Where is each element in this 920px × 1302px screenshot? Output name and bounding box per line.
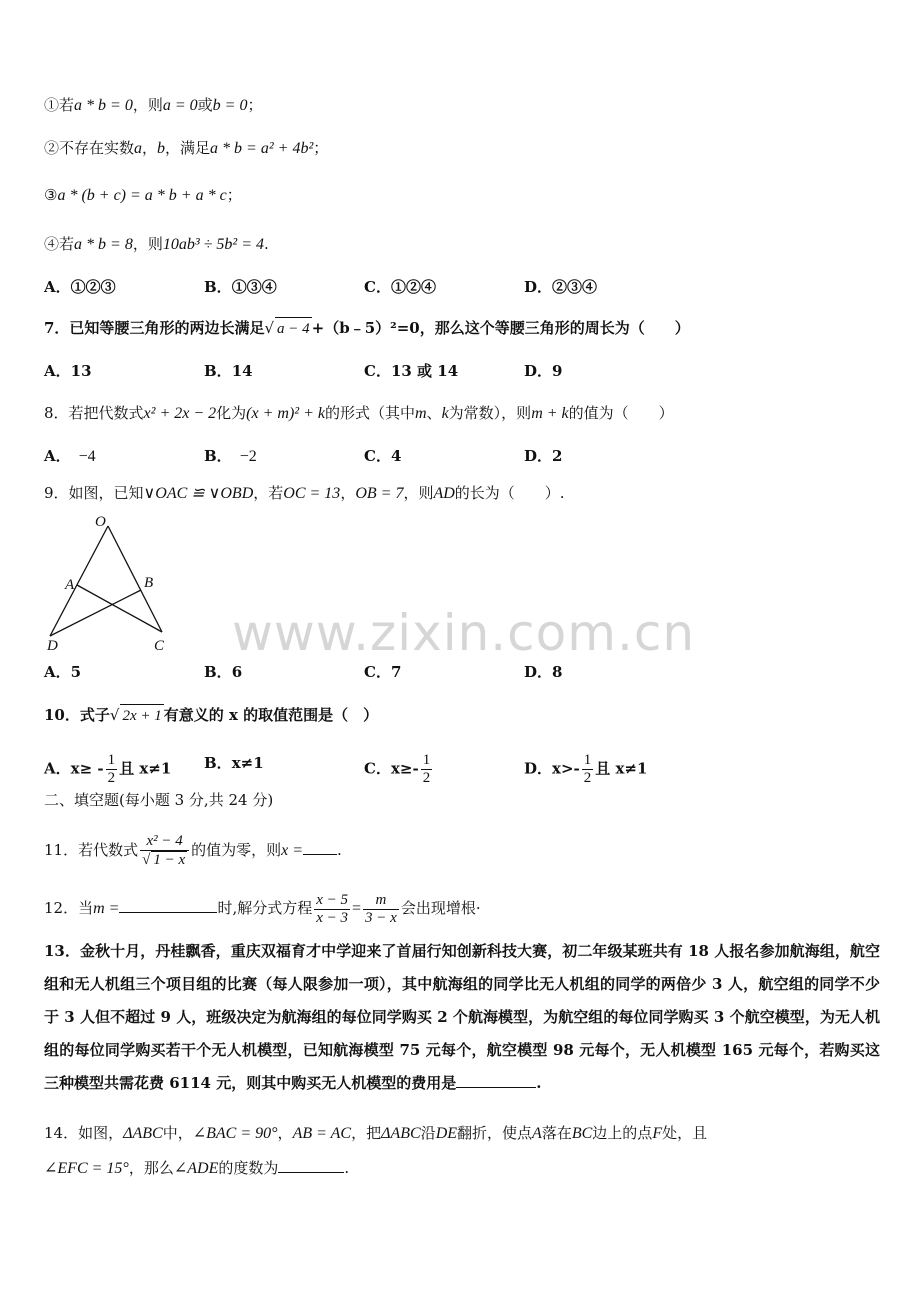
q13-text: 13．金秋十月，丹桂飘香，重庆双福育才中学迎来了首届行知创新科技大赛，初二年级某班共有 18 人报名参加航海组，航空组和无人机组三个项目组的比赛（每人限参加一项），其中航海组的同学比无人机组的同学的两倍少 3 人，航空组的同学不少于 3 人但不超过 9 人，班级决定为航海组的每位同学购买 2 个航海模型，为航空组的每位同学购买 3 个航空模型，为无人机组的每位同学购买若干个无人机模型，已知航海模型 75 元每个，航空模型 98 元每个，无人机模型 165 元每个，若购买这三种模型共需花费 6114 元，则其中购买无人机模型的费用是 (44, 942, 880, 1092)
option-fraction (421, 752, 433, 787)
q9-option-a[interactable] (44, 661, 81, 683)
q8-mid1: 化为 (216, 404, 247, 422)
option-label: D． (524, 447, 553, 465)
option-value: 13 或 14 (390, 362, 459, 380)
q14-t4: 沿 (420, 1124, 436, 1142)
option-label: D． (524, 759, 553, 778)
statement-1-prefix: ①若 (44, 96, 75, 114)
q12-suffix: 会出现增根· (400, 899, 481, 917)
fraction-den: 2 (422, 770, 431, 786)
option-pre: x≠1 (231, 754, 264, 772)
q10-radicand: 2x + 1 (120, 704, 163, 727)
q7-option-c[interactable] (364, 360, 458, 382)
option-pre: x≥ - (70, 759, 104, 778)
q6-option-a[interactable] (44, 276, 116, 298)
q14-t3: ，把 (351, 1124, 382, 1142)
label-o: O (95, 514, 106, 530)
q10-option-b[interactable] (204, 752, 264, 774)
fraction-den-radicand: 1 − x (153, 852, 186, 868)
statement-2-math2: b (157, 140, 166, 157)
q10-suffix: 有意义的 x 的取值范围是（ ） (163, 706, 379, 724)
fraction-den: 2 (583, 770, 592, 786)
q14-angle-ade: ∠ADE (173, 1160, 219, 1177)
fraction-den: √ 1 − x (142, 852, 186, 868)
q14-prefix: 14．如图， (44, 1124, 124, 1142)
q9-oc: OC = 13 (283, 485, 341, 502)
q10-option-d[interactable] (524, 752, 647, 787)
option-label: D． (524, 663, 553, 681)
line-oc (108, 526, 162, 632)
q11-prefix: 11．若代数式 (44, 841, 139, 859)
label-a: A (65, 577, 75, 593)
q8-options (44, 445, 864, 467)
q11-stem (44, 826, 342, 874)
q8-prefix: 8．若把代数式 (44, 404, 144, 422)
q8-mid3: 为常数），则 (448, 404, 532, 422)
q11-var: x = (281, 842, 304, 859)
statement-3-end: ； (226, 186, 242, 204)
option-label: D． (524, 278, 553, 296)
q8-expr2: (x + m)² + k (246, 405, 325, 422)
option-label: C． (364, 447, 391, 465)
option-label: B． (204, 362, 232, 380)
q12-var: m = (93, 900, 120, 917)
q8-mid2: 的形式（其中 (324, 404, 415, 422)
fraction-den: 2 (107, 770, 116, 786)
q11-fraction (140, 833, 189, 869)
statement-1 (44, 94, 262, 117)
q14-t10: 的度数为 (218, 1159, 279, 1177)
q6-option-d[interactable] (524, 276, 597, 298)
option-label: A． (44, 663, 71, 681)
option-post: 且 x≠1 (595, 759, 648, 778)
statement-4-math2: 10ab³ ÷ 5b² = 4 (162, 236, 264, 253)
q14-t7: 边上的点 (592, 1124, 653, 1142)
q7-stem: 7．已知等腰三角形的两边长满足√ a − 4 +（b﹣5）²=0，那么这个等腰三角形的周长为（ ） (44, 317, 690, 340)
q10-option-c[interactable] (364, 752, 434, 787)
option-label: C． (364, 663, 391, 681)
fraction-den: x − 3 (316, 909, 349, 926)
statement-3-math: a * (b + c) = a * b + a * c (57, 187, 227, 204)
q11-suffix: . (337, 841, 342, 859)
q7-radicand: a − 4 (275, 317, 312, 340)
q9-ad: AD (433, 485, 455, 502)
statement-3 (44, 184, 242, 207)
q9-option-c[interactable] (364, 661, 401, 683)
q14-suffix: . (344, 1159, 350, 1177)
q9-congruence: ∨OAC ≌ ∨OBD (143, 485, 254, 502)
statement-1-math2: a = 0 (162, 97, 198, 114)
option-label: B． (204, 663, 232, 681)
option-value: −4 (78, 448, 96, 465)
q6-option-b[interactable] (204, 276, 277, 298)
statement-2-sep: ， (142, 139, 158, 157)
q12-stem (44, 884, 481, 932)
q12-mid: 时,解分式方程 (217, 899, 313, 917)
q9-triangle-figure (40, 512, 180, 654)
q7-option-b[interactable] (204, 360, 253, 382)
q14-t6: 落在 (541, 1124, 572, 1142)
q10-option-a[interactable] (44, 752, 171, 787)
q14-t8: 处，且 (662, 1124, 708, 1142)
q14-t2: ， (277, 1124, 293, 1142)
q14-bc: BC (571, 1125, 593, 1142)
section-2-heading: 二、填空题(每小题 3 分,共 24 分) (44, 791, 274, 809)
q14-t5: 翻折，使点 (457, 1124, 533, 1142)
fraction-num: 1 (422, 752, 431, 768)
watermark: www.zixin.com.cn (232, 604, 696, 662)
q8-option-a[interactable] (44, 445, 96, 468)
option-label: C． (364, 362, 391, 380)
label-d: D (47, 638, 58, 654)
option-label: C． (364, 759, 391, 778)
option-value: 14 (231, 362, 253, 380)
option-label: A． (44, 759, 71, 778)
option-pre: x≥- (390, 759, 419, 778)
q14-ab-ac: AB = AC (292, 1125, 352, 1142)
fraction-num: 1 (583, 752, 592, 768)
q12-answer-blank[interactable] (119, 896, 217, 913)
statement-1-end: ； (247, 96, 263, 114)
q8-stem (44, 402, 674, 425)
option-fraction (582, 752, 594, 787)
statement-1-or: 或 (197, 96, 213, 114)
q10-stem: 10．式子√ 2x + 1 有意义的 x 的取值范围是（ ） (44, 704, 378, 727)
fraction-den: 3 − x (365, 909, 397, 926)
statement-2 (44, 137, 328, 160)
q11-mid: 的值为零，则 (191, 841, 282, 859)
statement-2-prefix: ②不存在实数 (44, 139, 135, 157)
q9-option-d[interactable] (524, 661, 562, 683)
q6-options (44, 276, 864, 298)
q14-triangle: ΔABC (123, 1125, 163, 1142)
q7-option-a[interactable] (44, 360, 92, 382)
option-value: −2 (239, 448, 257, 465)
option-value: 2 (552, 447, 563, 465)
q7-prefix: 7．已知等腰三角形的两边长满足 (44, 319, 265, 337)
q7-option-d[interactable] (524, 360, 562, 382)
line-ac (77, 585, 162, 632)
q13-answer-blank[interactable] (456, 1071, 536, 1088)
q12-fraction-2 (363, 892, 399, 927)
statement-1-math: a * b = 0 (74, 97, 133, 114)
q9-ob: OB = 7 (355, 485, 404, 502)
q9-sep: ， (340, 484, 356, 502)
statement-2-mid: ，满足 (165, 139, 211, 157)
q8-option-c[interactable] (364, 445, 401, 467)
option-value: 6 (231, 663, 243, 681)
q9-option-b[interactable] (204, 661, 242, 683)
q10-prefix: 10．式子 (44, 706, 110, 724)
statement-2-math: a (134, 140, 143, 157)
fraction-num: 1 (107, 752, 116, 768)
q14-angle-bac: ∠BAC = 90° (192, 1125, 278, 1142)
q8-option-b[interactable] (204, 445, 257, 468)
label-c: C (154, 638, 165, 654)
q9-mid2: ，则 (403, 484, 434, 502)
q12-equals: = (352, 900, 362, 917)
option-value: ①②③ (70, 278, 116, 296)
statement-4-prefix: ④若 (44, 235, 75, 253)
fraction-num: m (363, 892, 399, 910)
q9-options (44, 661, 864, 683)
option-label: A． (44, 362, 71, 380)
option-post: 且 x≠1 (119, 759, 172, 778)
option-value: 9 (552, 362, 563, 380)
q9-mid1: ，若 (253, 484, 284, 502)
option-label: A． (44, 447, 71, 465)
q14-line-1 (44, 1122, 707, 1145)
q9-stem (44, 482, 565, 505)
fraction-num: x − 5 (316, 891, 349, 908)
option-label: D． (524, 362, 553, 380)
line-od (50, 526, 108, 636)
q8-expr1: x² + 2x − 2 (143, 405, 217, 422)
option-label: C． (364, 278, 391, 296)
statement-3-prefix: ③ (44, 186, 58, 204)
option-value: 7 (390, 663, 402, 681)
option-label: A． (44, 278, 71, 296)
statement-4 (44, 233, 269, 256)
option-label: B． (204, 754, 232, 772)
q14-t9: ，那么 (128, 1159, 174, 1177)
q14-point-f: F (652, 1125, 663, 1142)
q14-point-a: A (532, 1125, 542, 1142)
q14-line-2 (44, 1156, 349, 1180)
q8-sep: 、 (426, 404, 442, 422)
label-b: B (144, 575, 154, 591)
q14-angle-efc: ∠EFC = 15° (44, 1160, 129, 1177)
q13-paragraph (44, 935, 880, 1100)
statement-2-math3: a * b = a² + 4b² (210, 140, 314, 157)
q14-answer-blank[interactable] (278, 1156, 344, 1173)
option-value: 8 (552, 663, 563, 681)
option-pre: x>- (552, 759, 580, 778)
q8-option-d[interactable] (524, 445, 562, 467)
q8-var-m: m (414, 405, 427, 422)
option-fraction (106, 752, 118, 787)
q8-var-k: k (441, 405, 449, 422)
option-value: ①③④ (231, 278, 277, 296)
fraction-num: x² − 4 (140, 833, 189, 851)
statement-2-end: ； (313, 139, 329, 157)
q8-suffix: 的值为（ ） (568, 404, 674, 422)
q7-options (44, 360, 864, 382)
q10-options (44, 746, 864, 786)
q14-de: DE (435, 1125, 458, 1142)
option-label: B． (204, 278, 232, 296)
q7-middle: +（b﹣5）²=0，那么这个等腰三角形的周长为（ ） (311, 319, 690, 337)
statement-4-math: a * b = 8 (74, 236, 133, 253)
q14-t1: 中， (162, 1124, 193, 1142)
option-value: ①②④ (390, 278, 436, 296)
q12-prefix: 12．当 (44, 899, 94, 917)
q13-end: . (536, 1074, 542, 1092)
q14-triangle-2: ΔABC (381, 1125, 421, 1142)
q9-prefix: 9．如图，已知 (44, 484, 144, 502)
statement-1-math3: b = 0 (212, 97, 248, 114)
q6-option-c[interactable] (364, 276, 436, 298)
option-label: B． (204, 447, 232, 465)
option-value: ②③④ (552, 278, 598, 296)
option-value: 5 (70, 663, 82, 681)
statement-1-mid: ，则 (132, 96, 163, 114)
q9-suffix: 的长为（ ）. (454, 484, 565, 502)
option-value: 13 (70, 362, 92, 380)
statement-4-end: . (264, 235, 269, 253)
q11-answer-blank[interactable] (303, 838, 337, 855)
q8-expr3: m + k (531, 405, 569, 422)
option-value: 4 (390, 447, 402, 465)
q12-fraction-1 (314, 892, 350, 927)
statement-4-mid: ，则 (132, 235, 163, 253)
